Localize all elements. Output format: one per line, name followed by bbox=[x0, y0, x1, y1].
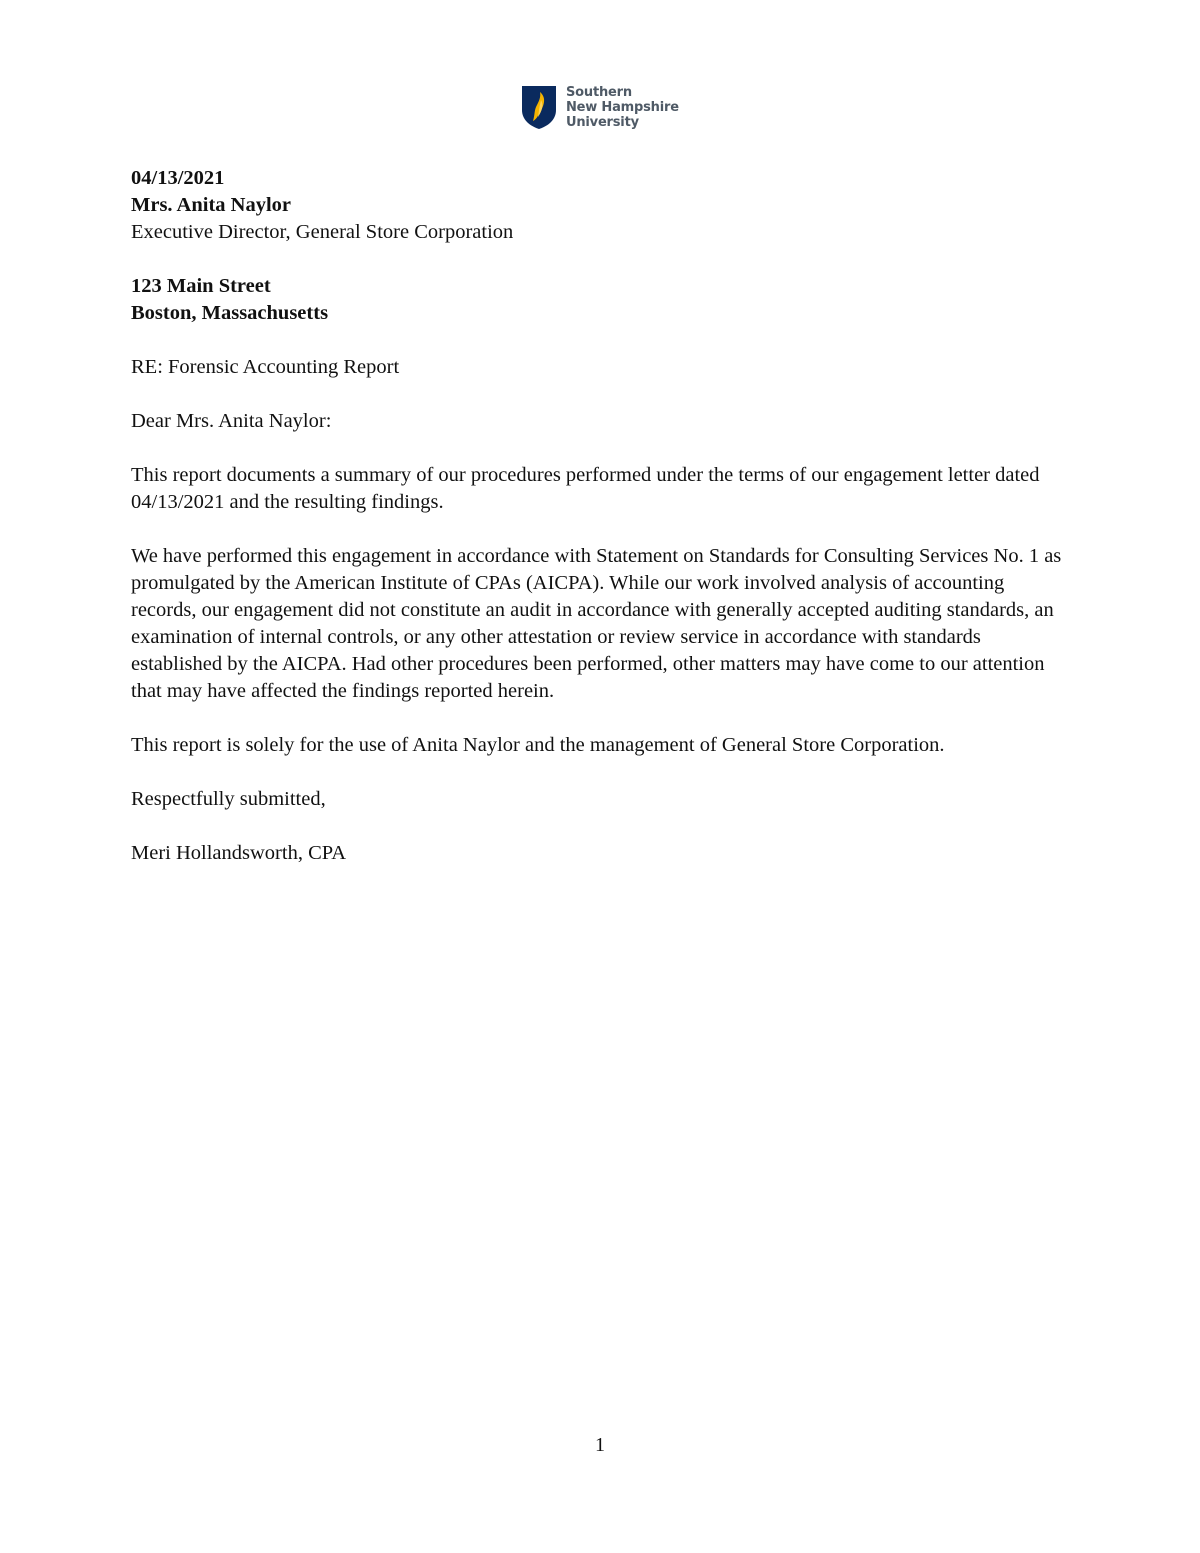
spacer bbox=[131, 813, 1071, 840]
salutation: Dear Mrs. Anita Naylor: bbox=[131, 410, 332, 432]
logo-wordmark bbox=[566, 85, 679, 130]
address-line-2: Boston, Massachusetts bbox=[131, 302, 329, 324]
recipient-title: Executive Director, General Store Corporation bbox=[131, 221, 514, 243]
logo-line-3: University bbox=[566, 114, 639, 130]
spacer bbox=[131, 705, 1071, 732]
shield-flame-icon bbox=[520, 84, 558, 130]
address-line-1: 123 Main Street bbox=[131, 275, 271, 297]
closing: Respectfully submitted, bbox=[131, 788, 326, 810]
letter-body bbox=[131, 165, 1071, 867]
recipient-name: Mrs. Anita Naylor bbox=[131, 194, 291, 216]
spacer bbox=[131, 381, 1071, 408]
page-number: 1 bbox=[595, 1434, 605, 1456]
spacer bbox=[131, 246, 1071, 273]
paragraph-summary: This report documents a summary of our procedures performed under the terms of our engagement letter dated 04/13/2021 and the resulting findings. bbox=[131, 464, 1040, 513]
paragraph-usage: This report is solely for the use of Anita Naylor and the management of General Store Corporation. bbox=[131, 734, 945, 756]
spacer bbox=[131, 759, 1071, 786]
logo-line-1: Southern bbox=[566, 84, 632, 100]
letter-date: 04/13/2021 bbox=[131, 167, 225, 189]
university-logo bbox=[520, 84, 679, 130]
spacer bbox=[131, 327, 1071, 354]
signature: Meri Hollandsworth, CPA bbox=[131, 842, 347, 864]
logo-line-2: New Hampshire bbox=[566, 99, 679, 115]
spacer bbox=[131, 516, 1071, 543]
spacer bbox=[131, 435, 1071, 462]
subject-line: RE: Forensic Accounting Report bbox=[131, 356, 400, 378]
paragraph-standards: We have performed this engagement in accordance with Statement on Standards for Consulting Services No. 1 as promulgated by the American Institute of CPAs (AICPA). While our work involved analysis of accounting records, our engagement did not constitute an audit in accordance with generally accepted auditing standards, an examination of internal controls, or any other attestation or review service in accordance with standards established by the AICPA. Had other procedures been performed, other matters may have come to our attention that may have affected the findings reported herein. bbox=[131, 545, 1062, 702]
